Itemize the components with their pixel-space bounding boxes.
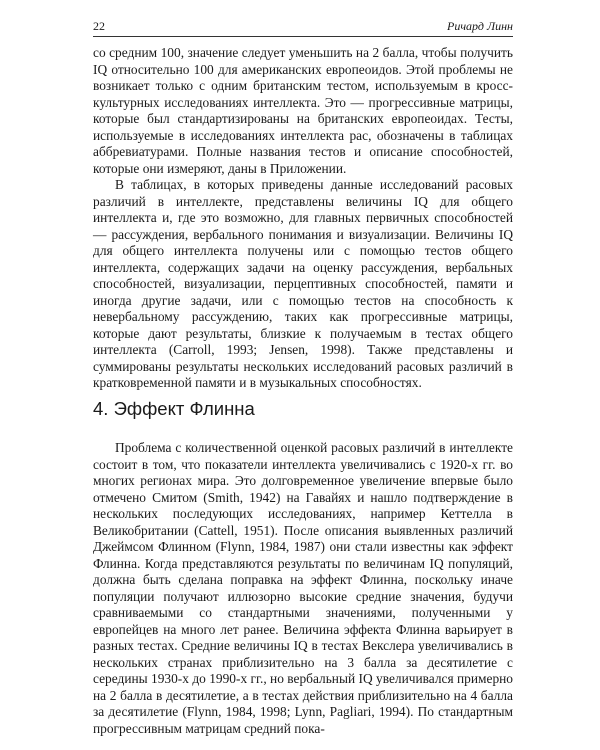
section-heading: 4. Эффект Флинна bbox=[93, 398, 255, 419]
paragraph: Проблема с количественной оценкой расовых различий в интеллекте состоит в том, что показатели интеллекта увеличивались с 1920-х гг. во многих регионах мира. Это долговременное увеличение впервые было отмечено Смитом (Smith, 1942) на Гавайях и нашло подтверждение в нескольких последующих исследованиях, например Кеттелла в Великобритании (Cattell, 1951). После описания выявленных различий Джеймсом Флинном (Flynn, 1984, 1987) они стали известны как эффект Флинна. Когда представляются результаты по величинам IQ популяций, должна быть сделана поправка на эффект Флинна, поскольку иначе популяции получают иллюзорно высокие средние значения, будучи сравниваемыми со стандартными значениями, полученными у европейцев на много лет ранее. Величина эффекта Флинна варьирует в разных тестах. Средние величины IQ в тестах Векслера увеличивались в нескольких странах приблизительно на 3 балла за десятилетие с середины 1930-х до 1990-х гг., но вербальный IQ увеличивался примерно на 2 балла в десятилетие, а в тестах действия приблизительно на 4 балла за десятилетие (Flynn, 1984, 1998; Lynn, Pagliari, 1994). По стандартным прогрессивным матрицам средний пока- bbox=[93, 440, 513, 736]
running-head bbox=[93, 16, 513, 37]
paragraph-continued: со средним 100, значение следует уменьшить на 2 балла, чтобы получить IQ относительно 100 для американских европеоидов. Этой проблемы не возникает только с одним британским тестом, используемым в кросс-культурных исследованиях интеллекта. Это — прогрессивные матрицы, которые был стандартизированы на британских европеоидах. Тесты, используемые в исследованиях интеллекта рас, обозначены в таблицах аббревиатурами. Полные названия тестов и описание способностей, которые они измеряют, даны в Приложении. bbox=[93, 45, 513, 176]
body-text-bottom bbox=[93, 440, 513, 737]
running-head-author: Ричард Линн bbox=[447, 19, 513, 33]
book-page bbox=[93, 0, 513, 750]
page-number: 22 bbox=[93, 19, 105, 33]
paragraph: В таблицах, в которых приведены данные исследований расовых различий в интеллекте, представлены величины IQ для общего интеллекта и, где это возможно, для главных первичных способностей — рассуждения, вербального понимания и визуализации. Величины IQ для общего интеллекта получены или с помощью тестов общего интеллекта, содержащих задачи на оценку рассуждения, вербальных способностей, визуализации, перцептивных способностей, памяти и иногда другие задачи, или с помощью тестов на способность к невербальному рассуждению, таких как прогрессивные матрицы, которые дают результаты, близкие к получаемым в тестах общего интеллекта (Carroll, 1993; Jensen, 1998). Также представлены и суммированы результаты нескольких исследований расовых различий в кратковременной памяти и в музыкальных способностях. bbox=[93, 177, 513, 390]
body-text-top bbox=[93, 45, 513, 392]
